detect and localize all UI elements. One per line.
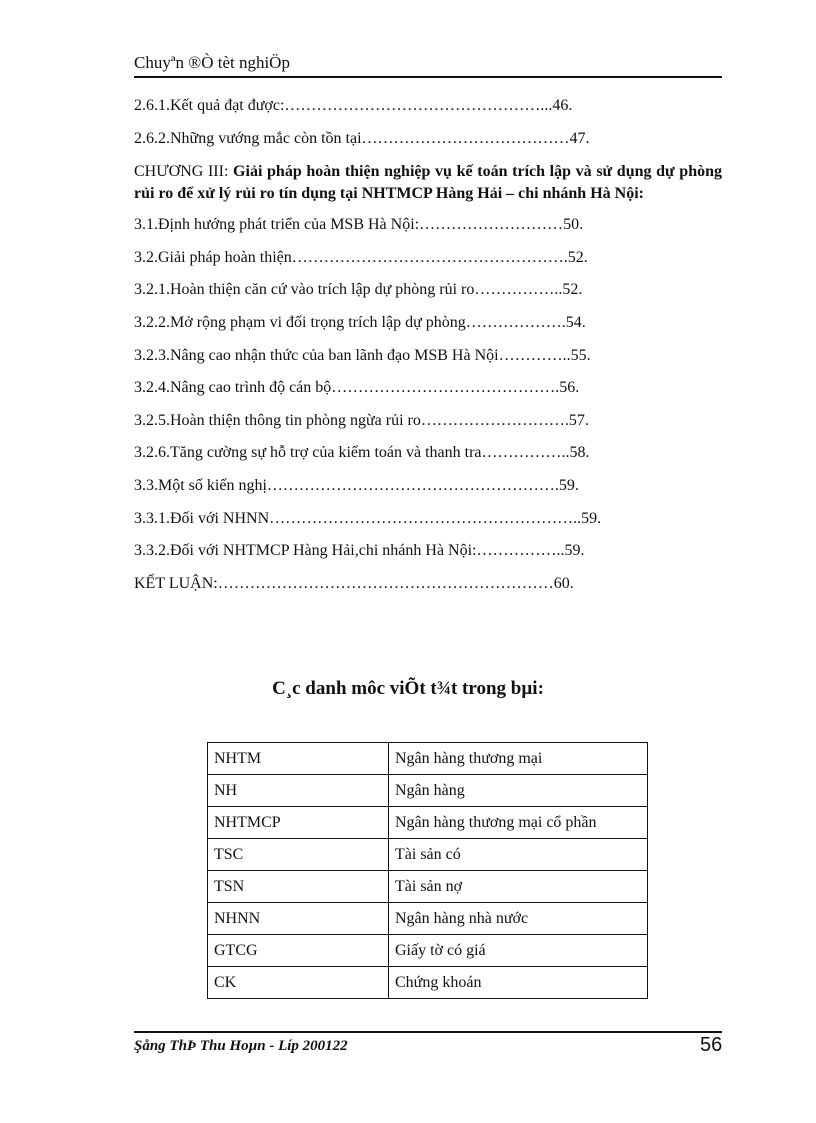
toc-entry: 3.2.1.Hoàn thiện căn cứ vào trích lập dự phòng rủi ro……………..52. xyxy=(134,281,583,299)
toc-entry: 3.2.2.Mở rộng phạm vi đối trọng trích lập dự phòng……………….54. xyxy=(134,313,586,331)
table-row xyxy=(208,935,648,967)
table-row xyxy=(208,903,648,935)
toc-entry: 3.3.Một số kiến nghị……………………………………………….59. xyxy=(134,476,579,494)
abbreviations-title: C¸c danh môc viÕt t¾t trong bµi: xyxy=(272,678,544,699)
meaning-cell: Giấy tờ có giá xyxy=(389,935,648,967)
meaning-cell: Ngân hàng xyxy=(389,775,648,807)
toc-entry: 2.6.2.Những vướng mắc còn tồn tại…………………………………47. xyxy=(134,129,590,147)
footer-author: Şång ThÞ Thu Hoµn - Líp 200122 xyxy=(134,1038,348,1054)
table-row xyxy=(208,743,648,775)
toc-chapter-heading xyxy=(134,161,722,205)
toc-entry: 3.1.Định hướng phát triển của MSB Hà Nội:………………………50. xyxy=(134,216,584,234)
page-header-title: Chuyªn ®Ò tèt nghiÖp xyxy=(134,53,290,72)
table-row xyxy=(208,967,648,999)
toc-entry: 3.3.2.Đối với NHTMCP Hàng Hải,chi nhánh Hà Nội:……………..59. xyxy=(134,542,585,560)
toc-entry: 2.6.1.Kết quả đạt được:…………………………………………...46. xyxy=(134,97,573,114)
meaning-cell: Tài sản nợ xyxy=(389,871,648,903)
header-divider xyxy=(134,76,722,78)
abbreviation-cell: NHNN xyxy=(208,903,389,935)
abbreviation-cell: NHTM xyxy=(208,743,389,775)
meaning-cell: Ngân hàng thương mại xyxy=(389,743,648,775)
toc-entry: 3.2.3.Nâng cao nhận thức của ban lãnh đạo MSB Hà Nội…………..55. xyxy=(134,346,591,364)
toc-entry: 3.2.4.Nâng cao trình độ cán bộ…………………………………….56. xyxy=(134,379,580,397)
toc-entry: 3.2.6.Tăng cường sự hỗ trợ của kiểm toán và thanh tra……………..58. xyxy=(134,444,590,462)
table-row xyxy=(208,775,648,807)
table-row xyxy=(208,807,648,839)
chapter-number: CHƯƠNG III: xyxy=(134,163,229,181)
abbreviation-cell: TSN xyxy=(208,871,389,903)
meaning-cell: Chứng khoán xyxy=(389,967,648,999)
abbreviation-cell: NHTMCP xyxy=(208,807,389,839)
toc-entry: 3.2.5.Hoàn thiện thông tin phòng ngừa rủi ro……………………….57. xyxy=(134,411,589,429)
abbreviation-cell: NH xyxy=(208,775,389,807)
abbreviation-cell: GTCG xyxy=(208,935,389,967)
chapter-title: Giải pháp hoàn thiện nghiệp vụ kế toán trích lập và sử dụng dự phòng rủi ro để xử lý rủi ro tín dụng tại NHTMCP Hàng Hải – chi nhánh Hà Nội: xyxy=(134,163,722,203)
meaning-cell: Ngân hàng nhà nước xyxy=(389,903,648,935)
meaning-cell: Ngân hàng thương mại cổ phần xyxy=(389,807,648,839)
toc-entry: 3.2.Giải pháp hoàn thiện…………………………………………….52. xyxy=(134,248,588,266)
abbreviation-cell: CK xyxy=(208,967,389,999)
page-number: 56 xyxy=(700,1034,723,1056)
table-row xyxy=(208,871,648,903)
abbreviation-cell: TSC xyxy=(208,839,389,871)
table-row xyxy=(208,839,648,871)
toc-entry: 3.3.1.Đối với NHNN…………………………………………………..59. xyxy=(134,509,602,527)
meaning-cell: Tài sản có xyxy=(389,839,648,871)
table-of-contents xyxy=(134,96,722,606)
footer-divider xyxy=(134,1031,722,1033)
toc-entry: KẾT LUẬN:………………………………………………………60. xyxy=(134,574,574,592)
abbreviations-table xyxy=(207,742,648,999)
